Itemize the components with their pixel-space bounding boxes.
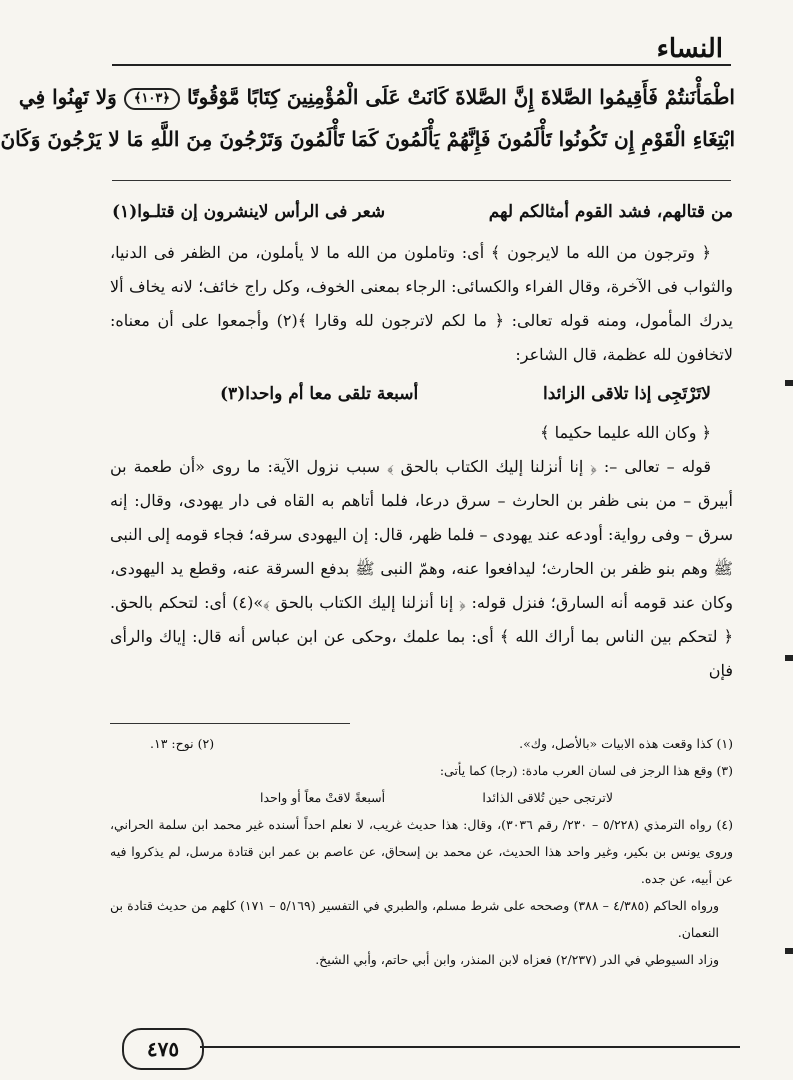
margin-tick-mark <box>785 655 793 661</box>
verse-1-left-hemistich: شعر فى الرأس لاينشرون إن قتلـوا(١) <box>112 202 386 222</box>
paragraph-revelation-cause: قوله – تعالى –: ﴿ إنا أنزلنا إليك الكتاب بالحق ﴾ سبب نزول الآية: ما روى «أن طعمة بن أبيرق – من بنى ظفر بن الحارث – سرق درعا، فلما أتاهم به القاه فى دار يهودى، وقال: إنه سرق – وفى رواية: أودعه عند يهودى – فلما ظهر، قال: إن اليهودى سرقه؛ فجاء قومه إلى النبى ﷺ وهم بنو ظفر بن الحارث؛ ليدافعوا عنه، وهمّ النبى ﷺ بدفع السرقة عنه، وقطع يد اليهودى، وكان عند قومه أنه السارق؛ فنزل قوله: ﴿ إنا أنزلنا إليك الكتاب بالحق ﴾»(٤) أى: لتحكم بالحق. ﴿ لتحكم بين الناس بما أراك الله ﴾ أى: بما علمك ،وحكى عن ابن عباس أنه قال: إياك والرأى فإن <box>110 457 733 680</box>
quran-separator <box>112 180 731 181</box>
verse-2-right-hemistich: لاتَرْتَجِى إذا تلاقى الزائدا <box>542 384 711 404</box>
footnote-3: (٣) وقع هذا الرجز فى لسان العرب مادة: (رجا) كما يأتى: <box>439 763 733 778</box>
verse-1-right-hemistich: من قتالهم، فشد القوم أمثالكم لهم <box>488 202 733 222</box>
commentary-body <box>110 236 733 688</box>
footnote-3-left-hemistich: أسبعةً لاقتْ معاً أو واحدا <box>260 790 386 805</box>
verse-2-left-hemistich: أسبعة تلقى معا أم واحدا(٣) <box>220 384 419 404</box>
quran-text-block <box>0 76 735 160</box>
footnotes-block <box>110 730 733 973</box>
footnote-separator <box>110 723 350 724</box>
poetry-verse-2 <box>110 372 733 416</box>
ayah-number-marker: ﴿١٠٣﴾ <box>124 88 180 110</box>
footnote-row-1 <box>110 730 733 757</box>
poetry-verse-1 <box>112 196 733 228</box>
page-number-rule <box>200 1046 740 1048</box>
footnote-2: (٢) نوح: ١٣. <box>150 736 215 751</box>
page-number: ٤٧٥ <box>122 1028 204 1070</box>
footnote-4-hakim: ورواه الحاكم (٤/٣٨٥ – ٣٨٨) وصححه على شرط مسلم، والطبري في التفسير (٥/١٦٩ – ١٧١) كلهم من حديث قتادة بن النعمان. <box>110 898 720 940</box>
paragraph-verse-end: ﴿ وكان الله عليما حكيما ﴾ <box>540 423 711 442</box>
paragraph-rajaa: ﴿ وترجون من الله ما لايرجون ﴾ أى: وتاملون من الله ما لا يأملون، من الظفر فى الدنيا، والثواب فى الآخرة، وقال الفراء والكسائى: الرجاء بمعنى الخوف، وكل راج خائف؛ لانه يخاف ألا يدرك المأمول، ومنه قوله تعالى: ﴿ ما لكم لاترجون لله وقارا ﴾(٢) وأجمعوا على أن معناه: لاتخافون لله عظمة، قال الشاعر: <box>110 243 734 364</box>
quran-line-2: ابْتِغَاءِ الْقَوْمِ إِن تَكُونُوا تَأْلَمُونَ فَإِنَّهُمْ يَأْلَمُونَ كَمَا تَأْلَمُونَ وَتَرْجُونَ مِنَ اللَّهِ مَا لا يَرْجُونَ وَكَانَ <box>0 127 735 151</box>
footnote-4: (٤) رواه الترمذي (٥/٢٢٨ – ٢٣٠/ رقم ٣٠٣٦)، وقال: هذا حديث غريب، لا نعلم احداً أسنده غير محمد ابن سلمة الحراني، وروى يونس بن بكير، وغير واحد هذا الحديث، عن محمد بن إسحاق، عن عاصم بن عمر ابن قتادة مرسل، لم يذكروا فيه عن أبيه، عن جده. <box>110 817 733 886</box>
quran-line-1-text: اطْمَأْنَنتُمْ فَأَقِيمُوا الصَّلاةَ إِنَّ الصَّلاةَ كَانَتْ عَلَى الْمُؤْمِنِينَ كِتَابًا مَّوْقُوتًا <box>186 85 735 109</box>
quran-line-1 <box>18 76 735 118</box>
margin-tick-mark <box>785 948 793 954</box>
header-rule <box>112 64 731 66</box>
sura-title: النساء <box>656 34 723 64</box>
footnote-4-suyuti: وزاد السيوطي في الدر (٢/٢٣٧) فعزاه لابن المنذر، وابن أبي حاتم، وأبي الشيخ. <box>315 952 719 967</box>
footnote-3-verse <box>110 784 733 811</box>
footnote-1: (١) كذا وقعت هذه الابيات «بالأصل، وك». <box>519 736 733 751</box>
footnote-3-right-hemistich: لاترتجى حين تُلاقى الذائدا <box>482 790 613 805</box>
margin-tick-mark <box>785 380 793 386</box>
quran-line-1-end: وَلا تَهِنُوا فِي <box>18 85 117 109</box>
